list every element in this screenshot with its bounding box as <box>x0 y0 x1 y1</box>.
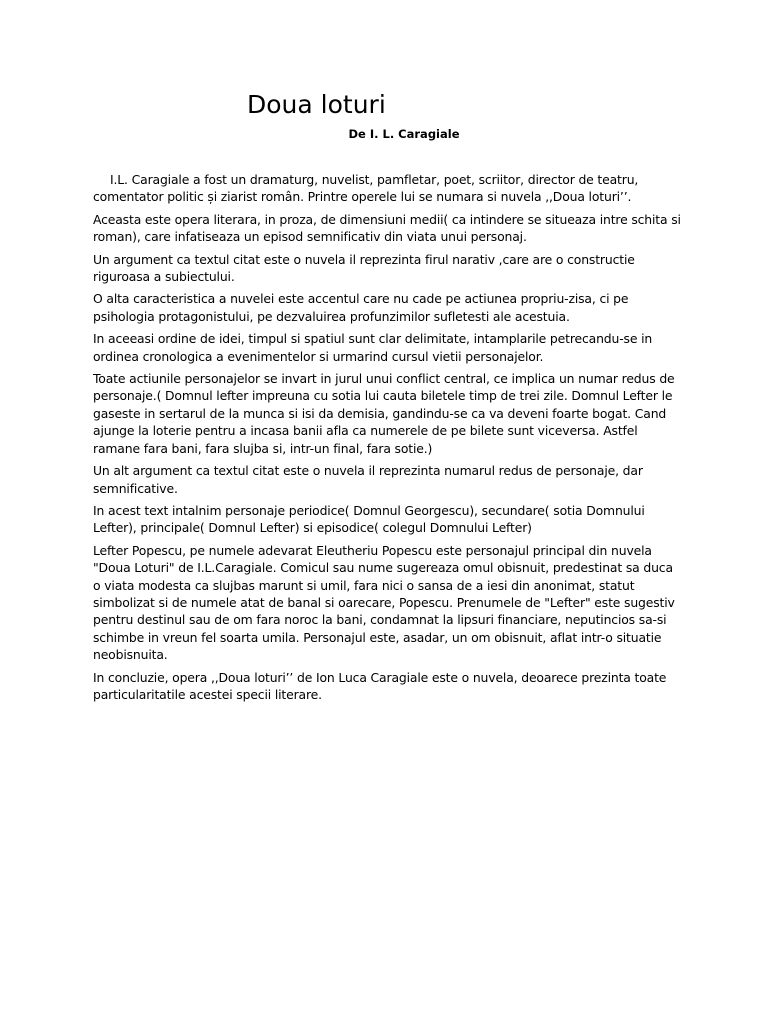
paragraph: Un argument ca textul citat este o nuvela il reprezinta firul narativ ,care are o constructie riguroasa a subiectului. <box>93 251 635 285</box>
paragraph: Un alt argument ca textul citat este o nuvela il reprezinta numarul redus de personaje, dar semnificative. <box>93 463 643 496</box>
document-title: Doua loturi <box>247 90 386 119</box>
paragraph: In concluzie, opera ,,Doua loturi’’ de Ion Luca Caragiale este o nuvela, deoarece prezinta toate particularitatile acestei specii literare. <box>93 669 667 702</box>
paragraph: Lefter Popescu, pe numele adevarat Eleutheriu Popescu este personajul principal din nuvela "Doua Loturi" de I.L.Caragiale. Comicul sau nume sugereaza omul obisnuit, predestinat sa duca o viata modesta ca slujbas marunt si umil, fara nici o sansa de a iesi din anonimat, statut simbolizat si de numele atat de banal si oarecare, Popescu. Prenumele de "Lefter" este sugestiv pentru destinul sau de om fara noroc la bani, condamnat la lipsuri financiare, neputincios sa-si schimbe in vreun fel soarta umila. Personajul este, asadar, un om obisnuit, aflat intr-o situatie neobisnuita. <box>93 542 675 663</box>
paragraph: O alta caracteristica a nuvelei este accentul care nu cade pe actiunea propriu-zisa, ci pe psihologia protagonistului, pe dezvaluirea profunzimilor sufletesti ale acestuia. <box>93 291 629 324</box>
paragraph: Aceasta este opera literara, in proza, de dimensiuni medii( ca intindere se situeaza intre schita si roman), care infatiseaza un episod semnificativ din viata unui personaj. <box>93 211 681 245</box>
document-body <box>93 171 683 708</box>
paragraph: Toate actiunile personajelor se invart in jurul unui conflict central, ce implica un numar redus de personaje.( Domnul lefter impreuna cu sotia lui cauta biletele timp de trei zile. Domnul Lefter le gaseste in sertarul de la munca si isi da demisia, gandindu-se ca va deveni foarte bogat. Cand ajunge la loterie pentru a incasa banii afla ca numerele de pe bilete sunt viceversa. Astfel ramane fara bani, fara slujba si, intr-un final, fara sotie.) <box>93 371 675 456</box>
paragraph: I.L. Caragiale a fost un dramaturg, nuvelist, pamfletar, poet, scriitor, director de teatru, comentator politic și ziarist român. Printre operele lui se numara si nuvela ,,Doua loturi’’. <box>93 172 639 205</box>
document-author: De I. L. Caragiale <box>348 127 460 141</box>
paragraph: In aceeasi ordine de idei, timpul si spatiul sunt clar delimitate, intamplarile petrecandu-se in ordinea cronologica a evenimentelor si urmarind cursul vietii personajelor. <box>93 331 653 364</box>
paragraph: In acest text intalnim personaje periodice( Domnul Georgescu), secundare( sotia Domnului Lefter), principale( Domnul Lefter) si episodice( colegul Domnului Lefter) <box>93 502 645 536</box>
